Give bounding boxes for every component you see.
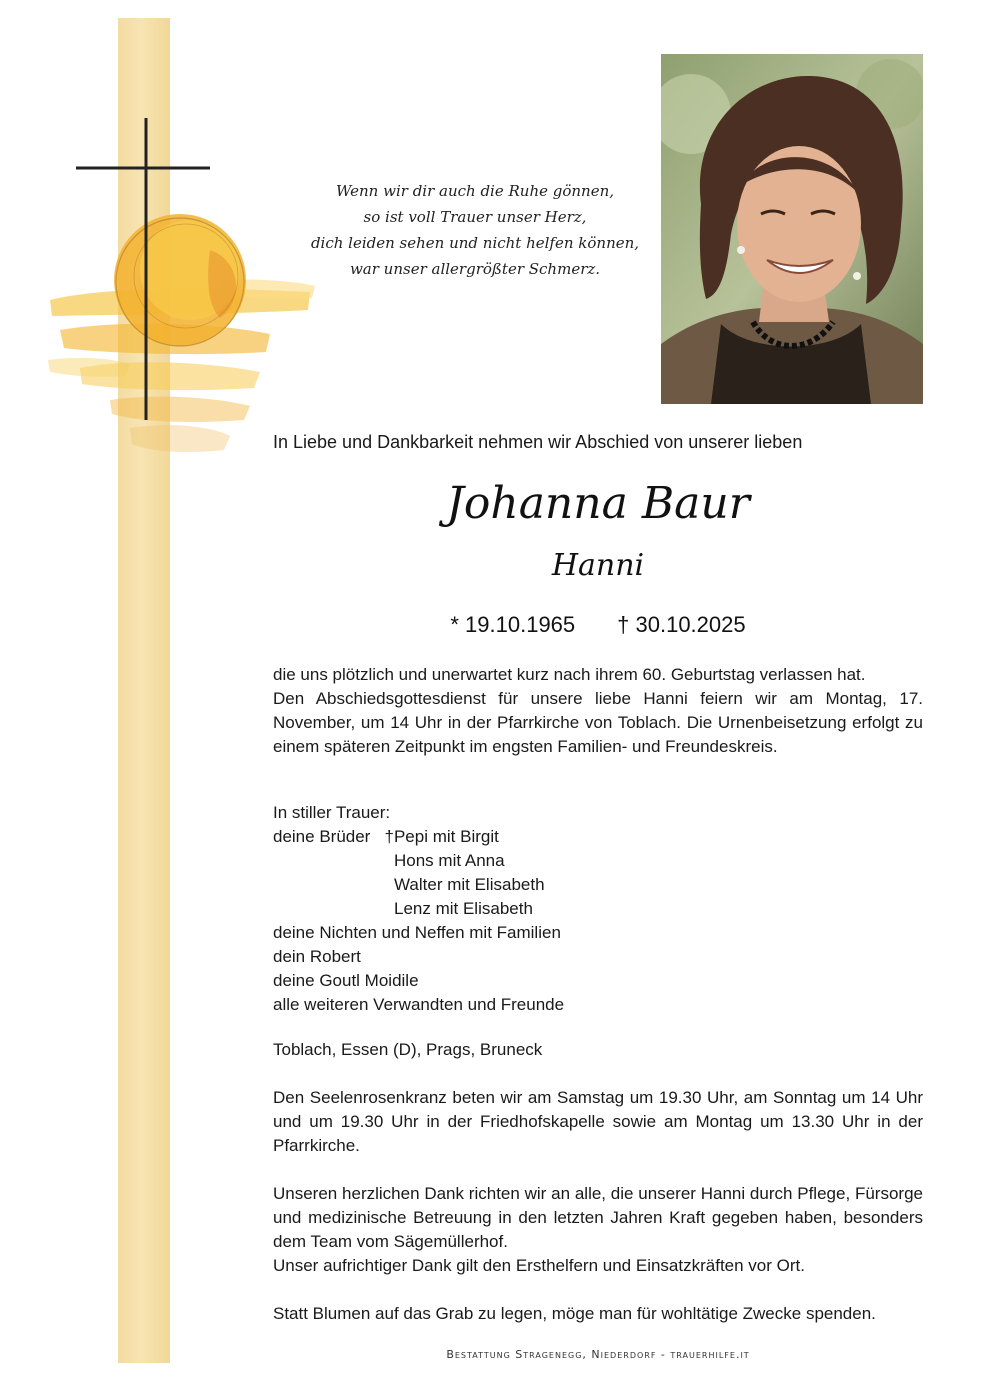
rosary-paragraph: Den Seelenrosenkranz beten wir am Samstag um 19.30 Uhr, am Sonntag um 14 Uhr und um 19.30 Uhr in der Friedhofskapelle sowie am Montag um 13.30 Uhr in der Pfarrkirche. <box>273 1088 923 1155</box>
quote-line: dich leiden sehen und nicht helfen können, <box>310 234 640 252</box>
deceased-name: Johanna Baur <box>446 478 750 529</box>
mourner-entry: dein Robert <box>273 947 361 966</box>
brother-entry: †Pepi mit Birgit <box>384 827 499 846</box>
thanks-section <box>273 1182 923 1278</box>
quote-line: so ist voll Trauer unser Herz, <box>363 208 587 226</box>
funeral-home-footer: Bestattung Stragenegg, Niederdorf - trauerhilfe.it <box>446 1348 750 1361</box>
thanks-paragraph: Unseren herzlichen Dank richten wir an alle, die unserer Hanni durch Pflege, Fürsorge und medizinische Betreuung in den letzten Jahren Kraft gegeben haben, besonders dem Team vom Sägemüllerhof. <box>273 1184 923 1251</box>
life-dates <box>273 612 923 638</box>
birth-date: * 19.10.1965 <box>450 612 576 637</box>
memorial-quote <box>300 178 650 282</box>
brother-entry: Walter mit Elisabeth <box>394 875 545 894</box>
quote-line: Wenn wir dir auch die Ruhe gönnen, <box>335 182 615 200</box>
mourner-entry: deine Nichten und Neffen mit Familien <box>273 923 561 942</box>
funeral-service-paragraph: Den Abschiedsgottesdienst für unsere liebe Hanni feiern wir am Montag, 17. November, um 14 Uhr in der Pfarrkirche von Toblach. Die Urnenbeisetzung erfolgt zu einem späteren Zeitpunkt im engsten Familien- und Freundeskreis. <box>273 689 923 756</box>
brothers-label: deine Brüder <box>273 827 371 846</box>
mourners-list <box>273 801 923 1017</box>
portrait-photo <box>661 54 923 404</box>
intro-text: In Liebe und Dankbarkeit nehmen wir Abschied von unserer lieben <box>273 432 803 452</box>
deceased-nickname: Hanni <box>551 548 645 583</box>
flowers-note: Statt Blumen auf das Grab zu legen, möge man für wohltätige Zwecke spenden. <box>273 1304 876 1323</box>
mourners-heading: In stiller Trauer: <box>273 803 391 822</box>
cross-sun-illustration <box>40 110 320 480</box>
thanks-line: Unser aufrichtiger Dank gilt den Ersthelfern und Einsatzkräften vor Ort. <box>273 1256 805 1275</box>
mourner-entry: alle weiteren Verwandten und Freunde <box>273 995 565 1014</box>
places-line: Toblach, Essen (D), Prags, Bruneck <box>273 1040 543 1059</box>
mourner-entry: deine Goutl Moidile <box>273 971 419 990</box>
brother-entry: Hons mit Anna <box>394 851 505 870</box>
brothers-row <box>273 825 923 849</box>
death-date: † 30.10.2025 <box>617 612 746 637</box>
brother-entry: Lenz mit Elisabeth <box>394 899 533 918</box>
quote-line: war unser allergrößter Schmerz. <box>349 260 601 278</box>
death-notice-line: die uns plötzlich und unerwartet kurz nach ihrem 60. Geburtstag verlassen hat. <box>273 665 866 684</box>
